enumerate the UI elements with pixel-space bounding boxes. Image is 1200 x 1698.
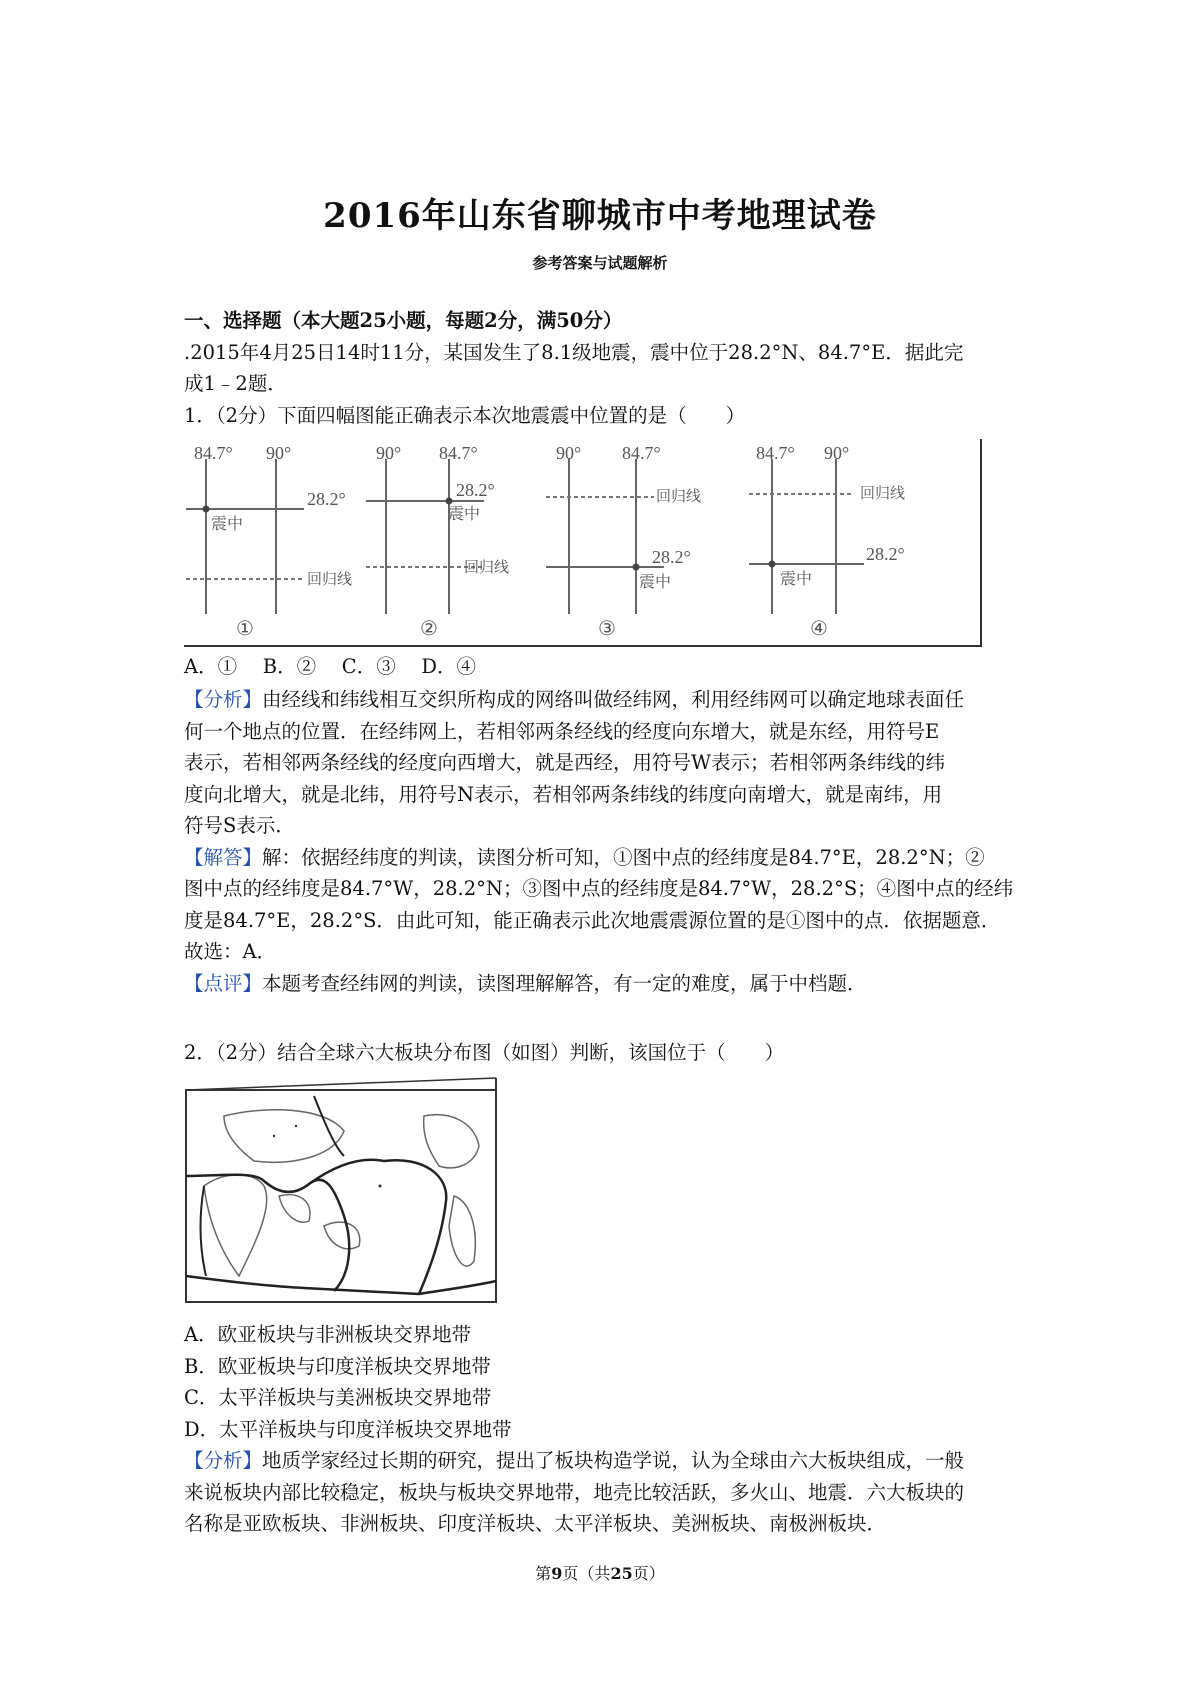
page-number: 9 [551,1564,563,1583]
q1-explanation [184,684,1034,999]
q2-analysis-line-3: 名称是亚欧板块、非洲板块、印度洋板块、太平洋板块、美洲板块、南极洲板块． [184,1512,887,1535]
panel-1-number: ① [236,618,254,640]
panel-3-right-longitude: 84.7° [622,443,661,463]
panel-3-epicenter-label: 震中 [639,574,672,591]
panel-3-latitude: 28.2° [652,547,691,567]
panel-3-tropic-label: 回归线 [656,489,702,505]
q1-answer-line-2: 图中点的经纬度是84.7°W，28.2°N；③图中点的经纬度是84.7°W，28.2°S；④图中点的经纬 [184,877,1014,900]
panel-2-tropic-label: 回归线 [464,560,510,576]
panel-2-latitude: 28.2° [456,480,495,500]
q2-analysis-line-1 [184,1445,1034,1477]
footer-suffix: 页） [632,1564,665,1583]
panel-2-number: ② [420,618,438,640]
comment-tag: 【点评】 [184,971,263,995]
q1-answer-line-1 [184,842,1034,874]
page-subtitle: 参考答案与试题解析 [532,254,668,272]
q2-option-b: B．欧亚板块与印度洋板块交界地带 [184,1354,491,1378]
q1-analysis-line-2: 何一个地点的位置．在经纬网上，若相邻两条经线的经度向东增大，就是东经，用符号E [184,719,940,743]
panel-1-tropic-label: 回归线 [307,572,353,588]
q1-options: A．① B．② C．③ D．④ [184,655,477,678]
panel-2-left-longitude: 90° [376,443,402,463]
panel-4-tropic-label: 回归线 [860,486,906,502]
analysis-tag: 【分析】 [184,688,263,711]
comment-text: 本题考查经纬网的判读，读图理解解答，有一定的难度，属于中档题． [262,971,867,995]
q2-analysis-line-2: 来说板块内部比较稳定，板块与板块交界地带，地壳比较活跃，多火山、地震．六大板块的 [184,1480,965,1504]
panel-4-latitude: 28.2° [866,544,905,564]
q2-option-d: D．太平洋板块与印度洋板块交界地带 [184,1417,512,1441]
page-footer [0,1561,1200,1584]
grid-panel-1 [186,443,352,640]
total-pages: 25 [610,1564,633,1583]
panel-1-left-longitude: 84.7° [194,443,233,463]
footer-prefix: 第 [535,1564,552,1583]
q2-explanation [184,1445,1034,1540]
q2-options [184,1319,512,1445]
q1-answer-line-4: 故选：A． [184,940,277,963]
q1-stem: 1．（2分）下面四幅图能正确表示本次地震震中位置的是（ ） [184,403,746,427]
grid-panel-3 [546,443,701,640]
intro-line-2: 成1﹣2题． [184,372,287,395]
panel-2-right-longitude: 84.7° [439,443,478,463]
q2-stem: 2．（2分）结合全球六大板块分布图（如图）判断，该国位于（ ） [184,1041,785,1064]
panel-4-epicenter-label: 震中 [780,571,813,588]
panel-4-right-longitude: 90° [824,443,850,463]
panel-3-number: ③ [598,618,616,640]
panel-1-epicenter-label: 震中 [211,516,244,533]
answer-text: 解：依据经纬度的判读，读图分析可知，①图中点的经纬度是84.7°E，28.2°N；② [262,845,985,869]
analysis-text: 由经线和纬线相互交织所构成的网络叫做经纬网，利用经纬网可以确定地球表面任 [262,688,965,711]
q1-grid-figure [184,439,982,647]
footer-middle: 页（共 [562,1564,611,1583]
intro-block [184,305,1034,431]
q1-analysis-line-3: 表示，若相邻两条经线的经度向西增大，就是西经，用符号W表示；若相邻两条纬线的纬 [184,751,946,774]
q2-option-a: A．欧亚板块与非洲板块交界地带 [184,1323,472,1346]
panel-2-epicenter-label: 震中 [448,506,481,523]
q1-analysis-line-1 [184,684,1034,716]
answer-tag: 【解答】 [184,845,263,869]
panel-4-left-longitude: 84.7° [756,443,795,463]
grid-panel-2 [366,443,509,640]
q2-option-c: C．太平洋板块与美洲板块交界地带 [184,1386,492,1409]
section-heading: 一、选择题（本大题25小题，每题2分，满50分） [184,309,623,332]
panel-1-right-longitude: 90° [266,443,292,463]
q1-analysis-line-5: 符号S表示． [184,814,295,837]
page-title: 2016年山东省聊城市中考地理试卷 [323,196,877,236]
q2-plate-map [184,1076,500,1306]
q1-analysis-line-4: 度向北增大，就是北纬，用符号N表示，若相邻两条纬线的纬度向南增大，就是南纬，用 [184,782,943,806]
panel-4-number: ④ [810,618,828,640]
q1-answer-line-3: 度是84.7°E，28.2°S．由此可知，能正确表示此次地震震源位置的是①图中的点．依据题意． [184,908,1001,932]
panel-3-left-longitude: 90° [556,443,582,463]
grid-panel-4 [749,443,905,640]
intro-line-1: .2015年4月25日14时11分，某国发生了8.1级地震，震中位于28.2°N、84.7°E．据此完 [184,340,964,364]
q1-comment-line [184,968,1034,1000]
analysis-text: 地质学家经过长期的研究，提出了板块构造学说，认为全球由六大板块组成，一般 [262,1449,965,1472]
panel-1-latitude: 28.2° [307,489,346,509]
analysis-tag: 【分析】 [184,1449,263,1472]
